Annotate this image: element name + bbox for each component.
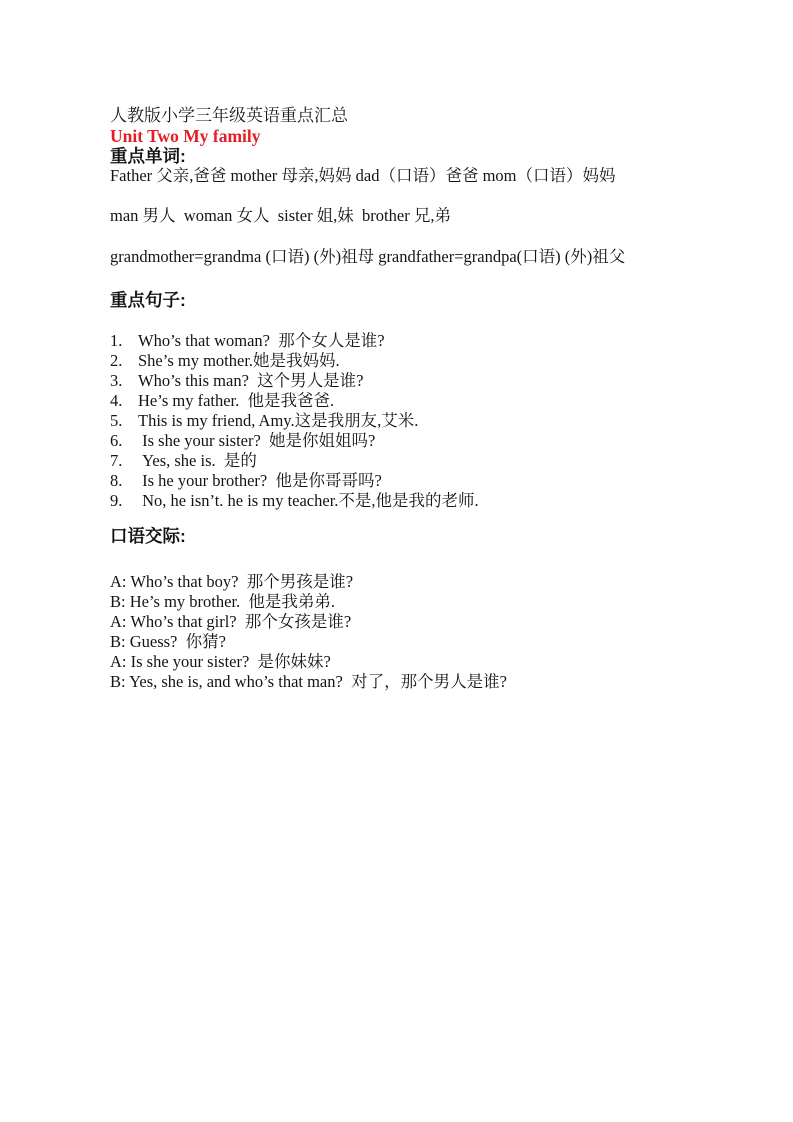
sentence-text: Is he your brother? 他是你哥哥吗? [138, 471, 382, 490]
sentence-item [110, 391, 723, 411]
word-line: man 男人 woman 女人 sister 姐,妹 brother 兄,弟 [110, 206, 451, 225]
sentence-text: Is she your sister? 她是你姐姐吗? [138, 431, 376, 450]
sentence-text: Who’s this man? 这个男人是谁? [138, 371, 364, 390]
sentence-item [110, 351, 723, 371]
sentence-number: 5. [110, 411, 123, 430]
sentence-number: 1. [110, 331, 123, 350]
sentence-item [110, 491, 723, 511]
section-heading-key-words: 重点单词: [110, 146, 186, 166]
sentence-number: 2. [110, 351, 123, 370]
dialogue-line: B: Guess? 你猜? [110, 632, 226, 651]
section-heading-key-sentences: 重点句子: [110, 290, 186, 310]
dialogue-line: A: Who’s that boy? 那个男孩是谁? [110, 572, 354, 591]
sentence-text: This is my friend, Amy.这是我朋友,艾米. [138, 411, 419, 430]
sentence-number: 7. [110, 451, 123, 470]
sentence-text: She’s my mother.她是我妈妈. [138, 351, 340, 370]
sentence-item [110, 411, 723, 431]
unit-heading: Unit Two My family [110, 126, 261, 146]
dialogue-line: A: Who’s that girl? 那个女孩是谁? [110, 612, 352, 631]
sentence-item [110, 471, 723, 491]
dialogue-line: B: Yes, she is, and who’s that man? 对了，那个男人是谁? [110, 672, 507, 691]
sentence-item [110, 331, 723, 351]
sentence-text: Yes, she is. 是的 [138, 451, 257, 470]
dialogue-line: A: Is she your sister? 是你妹妹? [110, 652, 331, 671]
sentence-number: 9. [110, 491, 123, 510]
word-line: grandmother=grandma (口语) (外)祖母 grandfather=grandpa(口语) (外)祖父 [110, 247, 626, 266]
sentence-item [110, 431, 723, 451]
sentence-text: He’s my father. 他是我爸爸. [138, 391, 335, 410]
sentence-number: 3. [110, 371, 123, 390]
section-heading-dialogue: 口语交际: [110, 526, 186, 546]
sentence-number: 6. [110, 431, 123, 450]
sentence-number: 4. [110, 391, 123, 410]
sentence-text: Who’s that woman? 那个女人是谁? [138, 331, 385, 350]
doc-title: 人教版小学三年级英语重点汇总 [110, 106, 348, 125]
word-line: Father 父亲,爸爸 mother 母亲,妈妈 dad（口语）爸爸 mom（口语）妈妈 [110, 166, 616, 185]
sentence-item [110, 451, 723, 471]
sentence-text: No, he isn’t. he is my teacher.不是,他是我的老师. [138, 491, 479, 510]
sentence-number: 8. [110, 471, 123, 490]
sentence-item [110, 371, 723, 391]
dialogue-line: B: He’s my brother. 他是我弟弟. [110, 592, 336, 611]
